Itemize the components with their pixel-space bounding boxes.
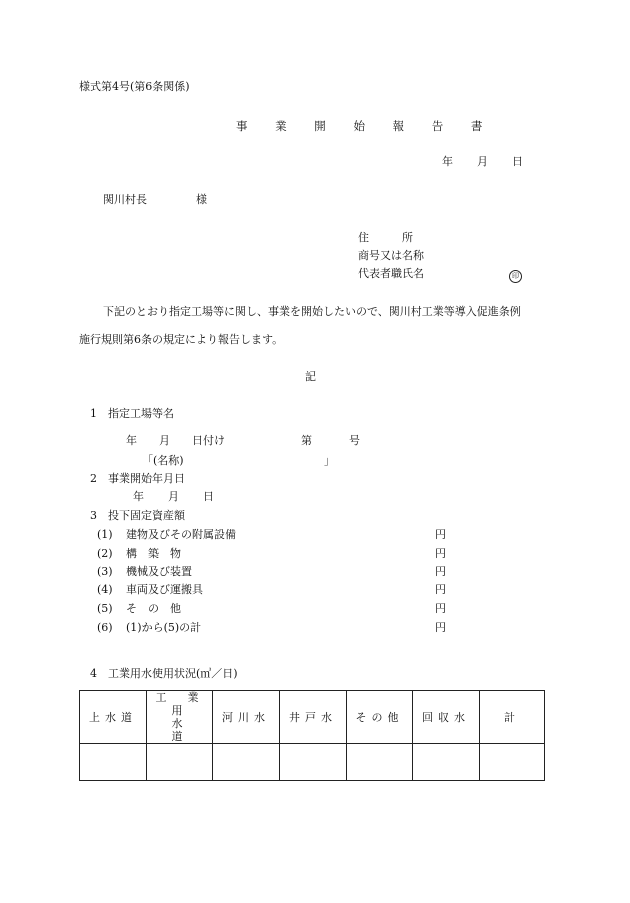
section4-heading: 4 工業用水使用状況(㎥／日): [90, 667, 238, 680]
asset-item-unit: 円: [435, 602, 446, 615]
column-header-well-water: 井戸水: [280, 691, 347, 744]
column-header-total: 計: [480, 691, 545, 744]
section2-day: 日: [203, 490, 214, 503]
addressee-honorific: 様: [196, 193, 207, 206]
asset-item-unit: 円: [435, 621, 446, 634]
ki-heading: 記: [305, 370, 316, 383]
asset-item-unit: 円: [435, 547, 446, 560]
value-cell-total[interactable]: [480, 744, 545, 781]
asset-item-num: (5): [97, 602, 113, 615]
section2-year: 年: [133, 490, 144, 503]
column-header-industrial-water-line2: 水 道: [171, 717, 236, 743]
addressee-name: 関川村長: [103, 193, 147, 206]
asset-item-label: 機械及び装置: [126, 565, 192, 578]
water-table-value-row: [80, 744, 545, 781]
address-label: 住 所: [358, 231, 413, 244]
water-usage-table: [79, 690, 545, 781]
value-cell-recovered-water[interactable]: [413, 744, 480, 781]
value-cell-well-water[interactable]: [280, 744, 347, 781]
asset-item-unit: 円: [435, 565, 446, 578]
section2-month: 月: [168, 490, 179, 503]
asset-item-label: そ の 他: [126, 602, 181, 615]
representative-label: 代表者職氏名: [358, 267, 424, 280]
column-header-tap-water: 上水道: [80, 691, 147, 744]
date-day: 日: [512, 155, 523, 168]
seal-icon: 印: [509, 270, 522, 283]
section1-number-prefix: 第: [301, 434, 312, 447]
asset-item-unit: 円: [435, 583, 446, 596]
water-table-header-row: [80, 691, 545, 744]
value-cell-other[interactable]: [347, 744, 413, 781]
asset-item-num: (1): [97, 528, 113, 541]
section1-number-suffix: 号: [349, 434, 360, 447]
asset-item-label: (1)から(5)の計: [126, 621, 202, 634]
asset-item-label: 建物及びその附属設備: [126, 528, 236, 541]
form-number: 様式第4号(第6条関係): [79, 80, 190, 93]
section3-heading: 3 投下固定資産額: [90, 509, 185, 522]
asset-item-label: 車両及び運搬具: [126, 583, 203, 596]
column-header-river-water: 河川水: [213, 691, 280, 744]
document-title: 事 業 開 始 報 告 書: [236, 119, 495, 133]
column-header-industrial-water-line1: 工 業 用: [155, 691, 220, 717]
column-header-recovered-water: 回収水: [413, 691, 480, 744]
section1-name-close: 」: [324, 454, 335, 467]
asset-item-unit: 円: [435, 528, 446, 541]
body-text-line2: 施行規則第6条の規定により報告します。: [79, 333, 284, 346]
section1-name-open: 「(名称): [142, 454, 184, 467]
section1-date: 年 月 日付け: [126, 434, 225, 447]
date-year: 年: [442, 155, 453, 168]
asset-item-num: (4): [97, 583, 113, 596]
asset-item-num: (2): [97, 547, 113, 560]
value-cell-river-water[interactable]: [213, 744, 280, 781]
value-cell-tap-water[interactable]: [80, 744, 147, 781]
section1-heading: 1 指定工場等名: [90, 407, 174, 420]
trade-name-label: 商号又は名称: [358, 249, 424, 262]
column-header-industrial-water: [147, 691, 236, 744]
value-cell-industrial-water[interactable]: [147, 744, 213, 781]
asset-item-num: (3): [97, 565, 113, 578]
section2-heading: 2 事業開始年月日: [90, 472, 185, 485]
body-text-line1: 下記のとおり指定工場等に関し、事業を開始したいので、関川村工業等導入促進条例: [103, 305, 521, 318]
asset-item-num: (6): [97, 621, 113, 634]
seal-mark: [509, 268, 522, 283]
column-header-other: その他: [347, 691, 413, 744]
date-month: 月: [477, 155, 488, 168]
asset-item-label: 構 築 物: [126, 547, 181, 560]
